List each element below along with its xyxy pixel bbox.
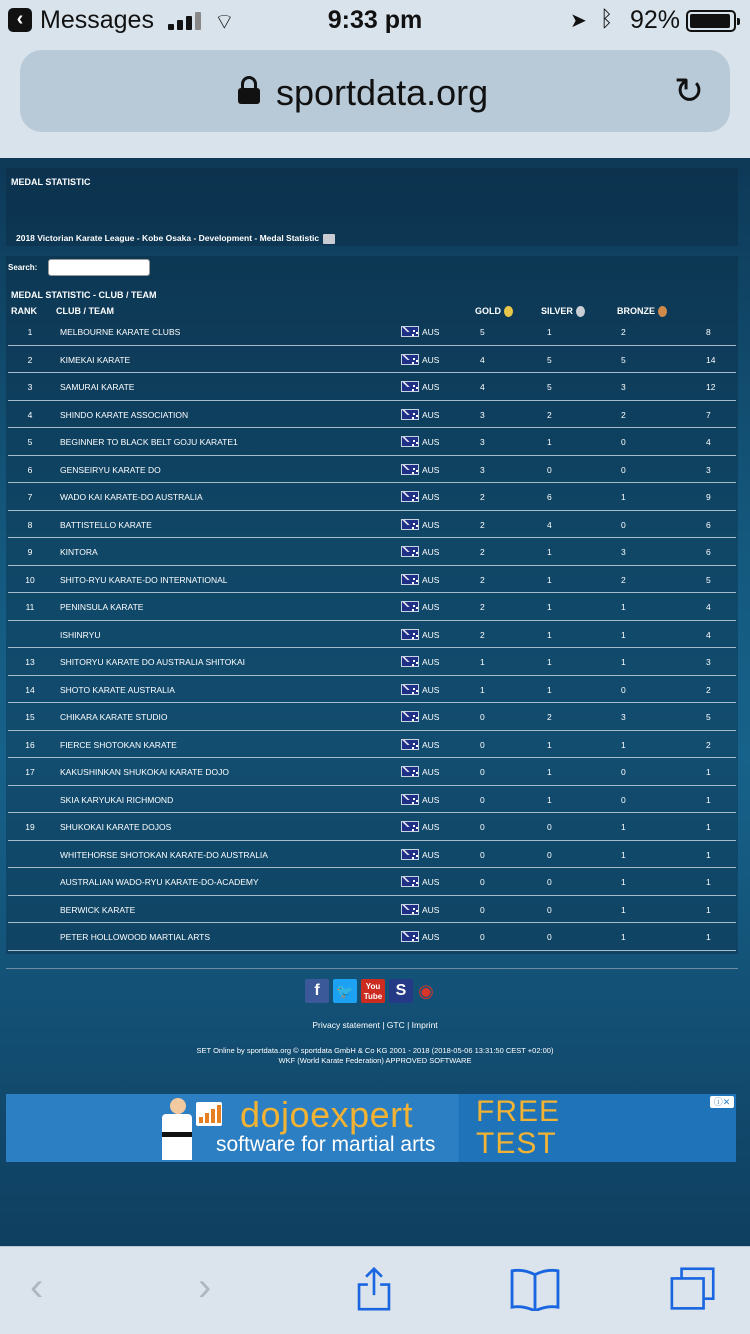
australia-flag-icon — [401, 326, 419, 337]
australia-flag-icon — [401, 519, 419, 530]
club-name: AUSTRALIAN WADO-RYU KARATE-DO-ACADEMY — [60, 877, 259, 887]
country-code: AUS — [422, 822, 440, 832]
gold-count: 2 — [480, 629, 485, 640]
status-bar — [0, 0, 750, 42]
gold-count: 2 — [480, 574, 485, 585]
rank-cell: 3 — [27, 382, 33, 392]
col-header-bronze-label: BRONZE — [617, 306, 655, 316]
youtube-icon[interactable]: You Tube — [361, 979, 385, 1003]
country-code: AUS — [422, 437, 440, 447]
table-row — [8, 456, 736, 484]
club-name: BERWICK KARATE — [60, 904, 136, 915]
bookmarks-icon[interactable] — [508, 1267, 562, 1311]
club-name: SHOTO KARATE AUSTRALIA — [60, 684, 175, 695]
club-name: SHINDO KARATE ASSOCIATION — [60, 409, 189, 420]
gold-count: 3 — [480, 437, 485, 447]
club-name: KAKUSHINKAN SHUKOKAI KARATE DOJO — [60, 767, 229, 777]
approved-text: WKF (World Karate Federation) APPROVED SOFTWARE — [278, 1056, 472, 1065]
silver-count: 2 — [547, 409, 552, 420]
col-header-rank: RANK — [11, 306, 37, 316]
gold-count: 3 — [480, 409, 485, 420]
australia-flag-icon — [401, 766, 419, 777]
australia-flag-icon — [401, 354, 419, 365]
bronze-count: 1 — [621, 849, 626, 860]
gold-count: 2 — [480, 602, 485, 612]
country-code: AUS — [422, 767, 440, 777]
col-header-club: CLUB / TEAM — [56, 306, 114, 316]
bronze-count: 1 — [621, 932, 626, 942]
table-row — [8, 841, 736, 869]
total-count: 1 — [706, 767, 711, 777]
country-code: AUS — [422, 657, 440, 667]
page-title: MEDAL STATISTIC — [11, 177, 91, 187]
medal-table — [8, 318, 736, 951]
country-code: AUS — [422, 574, 440, 585]
country-code: AUS — [422, 877, 440, 887]
twitter-icon[interactable]: 🐦 — [333, 979, 357, 1003]
total-count: 4 — [706, 602, 711, 612]
silver-count: 1 — [547, 657, 552, 667]
gold-count: 2 — [480, 492, 485, 502]
bronze-count: 1 — [621, 629, 626, 640]
url-text[interactable]: sportdata.org — [276, 72, 489, 113]
country-code: AUS — [422, 354, 440, 365]
silver-count: 6 — [547, 492, 552, 502]
table-row — [8, 703, 736, 731]
lock-icon — [238, 76, 260, 106]
total-count: 2 — [706, 684, 711, 695]
australia-flag-icon — [401, 876, 419, 887]
gold-count: 2 — [480, 547, 485, 557]
silver-count: 0 — [547, 464, 552, 475]
gold-count: 2 — [480, 519, 485, 530]
table-row — [8, 621, 736, 649]
page-content — [0, 158, 750, 1246]
rank-cell: 10 — [25, 574, 35, 585]
table-row — [8, 428, 736, 456]
australia-flag-icon — [401, 629, 419, 640]
footer-divider — [6, 968, 738, 969]
silver-count: 5 — [547, 354, 552, 365]
club-name: CHIKARA KARATE STUDIO — [60, 712, 168, 722]
col-header-silver — [541, 306, 585, 317]
status-time: 9:33 pm — [327, 6, 423, 34]
club-name: KIMEKAI KARATE — [60, 354, 131, 365]
club-name: BEGINNER TO BLACK BELT GOJU KARATE1 — [60, 437, 238, 447]
ad-free: FREE — [476, 1095, 561, 1128]
gold-count: 0 — [480, 849, 485, 860]
table-row — [8, 346, 736, 374]
table-row — [8, 758, 736, 786]
silver-count: 0 — [547, 849, 552, 860]
gold-count: 4 — [480, 354, 485, 365]
australia-flag-icon — [401, 436, 419, 447]
australia-flag-icon — [401, 711, 419, 722]
share-icon[interactable] — [354, 1267, 394, 1311]
total-count: 6 — [706, 519, 711, 530]
col-header-gold-label: GOLD — [475, 306, 501, 316]
silver-count: 1 — [547, 602, 552, 612]
rank-cell: 9 — [27, 547, 33, 557]
karateka-figure — [156, 1098, 200, 1160]
total-count: 2 — [706, 739, 711, 750]
rank-cell: 14 — [25, 684, 35, 695]
bronze-count: 1 — [621, 877, 626, 887]
ad-choices-icon[interactable]: ⓘ✕ — [710, 1096, 734, 1108]
search-label: Search: — [8, 263, 38, 272]
total-count: 1 — [706, 849, 711, 860]
table-row — [8, 566, 736, 594]
bronze-count: 0 — [621, 437, 626, 447]
bronze-count: 2 — [621, 409, 626, 420]
club-name: PETER HOLLOWOOD MARTIAL ARTS — [60, 932, 211, 942]
total-count: 7 — [706, 409, 711, 420]
total-count: 6 — [706, 547, 711, 557]
table-row — [8, 511, 736, 539]
rank-cell: 15 — [25, 712, 35, 722]
silver-count: 1 — [547, 794, 552, 805]
rank-cell: 11 — [25, 602, 35, 612]
silver-medal-icon — [576, 306, 585, 317]
table-row — [8, 923, 736, 951]
club-name: FIERCE SHOTOKAN KARATE — [60, 739, 177, 750]
total-count: 3 — [706, 464, 711, 475]
silver-count: 4 — [547, 519, 552, 530]
country-code: AUS — [422, 712, 440, 722]
location-icon: ➤ — [570, 10, 587, 32]
back-to-app-icon[interactable]: ‹ — [8, 8, 32, 32]
country-code: AUS — [422, 519, 440, 530]
rank-cell: 17 — [25, 767, 35, 777]
country-code: AUS — [422, 409, 440, 420]
total-count: 3 — [706, 657, 711, 667]
silver-count: 1 — [547, 547, 552, 557]
rank-cell: 6 — [27, 464, 33, 475]
gold-count: 0 — [480, 739, 485, 750]
bronze-count: 0 — [621, 519, 626, 530]
country-code: AUS — [422, 602, 440, 612]
rank-cell: 16 — [25, 739, 35, 750]
gold-count: 0 — [480, 932, 485, 942]
club-name: SAMURAI KARATE — [60, 382, 135, 392]
total-count: 1 — [706, 822, 711, 832]
reload-icon[interactable]: ↻ — [674, 70, 705, 111]
country-code: AUS — [422, 629, 440, 640]
event-subtitle-text: 2018 Victorian Karate League - Kobe Osaka - Development - Medal Statistic — [16, 233, 320, 243]
club-name: SHITORYU KARATE DO AUSTRALIA SHITOKAI — [60, 657, 246, 667]
table-row — [8, 483, 736, 511]
col-header-bronze — [617, 306, 667, 317]
ad-test: TEST — [476, 1127, 557, 1160]
silver-count: 0 — [547, 904, 552, 915]
bronze-count: 1 — [621, 904, 626, 915]
col-header-gold — [475, 306, 513, 317]
total-count: 5 — [706, 712, 711, 722]
sportdata-icon[interactable]: S — [389, 979, 413, 1003]
country-code: AUS — [422, 739, 440, 750]
club-name: BATTISTELLO KARATE — [60, 519, 152, 530]
club-name: GENSEIRYU KARATE DO — [60, 464, 161, 475]
total-count: 1 — [706, 904, 711, 915]
bronze-count: 1 — [621, 602, 626, 612]
footer-links[interactable]: Privacy statement | GTC | Imprint — [312, 1020, 438, 1030]
australia-flag-icon — [401, 546, 419, 557]
header-panel — [6, 168, 738, 246]
ad-free-test — [476, 1096, 560, 1160]
rank-cell: 7 — [27, 492, 33, 502]
total-count: 14 — [706, 354, 716, 365]
table-row — [8, 868, 736, 896]
rss-icon[interactable]: ◉ — [418, 981, 434, 1001]
gold-count: 0 — [480, 822, 485, 832]
table-row — [8, 786, 736, 814]
table-row — [8, 896, 736, 924]
chart-icon — [196, 1102, 222, 1126]
ad-tagline: software for martial arts — [216, 1133, 436, 1156]
footer-copyright — [0, 1046, 750, 1066]
silver-count: 1 — [547, 629, 552, 640]
country-code: AUS — [422, 684, 440, 695]
gold-count: 5 — [480, 327, 485, 337]
facebook-icon[interactable]: f — [305, 979, 329, 1003]
gold-medal-icon — [504, 306, 513, 317]
country-code: AUS — [422, 492, 440, 502]
australia-flag-icon — [401, 794, 419, 805]
total-count: 9 — [706, 492, 711, 502]
club-name: SHUKOKAI KARATE DOJOS — [60, 822, 172, 832]
table-row — [8, 401, 736, 429]
bronze-count: 0 — [621, 767, 626, 777]
australia-flag-icon — [401, 849, 419, 860]
silver-count: 1 — [547, 574, 552, 585]
gold-count: 0 — [480, 877, 485, 887]
col-header-silver-label: SILVER — [541, 306, 573, 316]
bronze-count: 2 — [621, 327, 626, 337]
australia-flag-icon — [401, 464, 419, 475]
rank-cell: 4 — [27, 409, 33, 420]
tabs-icon[interactable] — [666, 1267, 720, 1311]
rank-cell: 5 — [27, 437, 33, 447]
forward-icon[interactable]: › — [198, 1265, 212, 1309]
silver-count: 1 — [547, 327, 552, 337]
address-bar[interactable] — [20, 50, 730, 132]
australia-flag-icon — [401, 931, 419, 942]
battery-icon — [686, 10, 736, 32]
bronze-medal-icon — [658, 306, 667, 317]
australia-flag-icon — [401, 491, 419, 502]
table-row — [8, 813, 736, 841]
table-row — [8, 538, 736, 566]
bronze-count: 0 — [621, 464, 626, 475]
total-count: 1 — [706, 932, 711, 942]
total-count: 4 — [706, 437, 711, 447]
back-icon[interactable]: ‹ — [30, 1265, 44, 1309]
bronze-count: 5 — [621, 354, 626, 365]
table-row — [8, 593, 736, 621]
bronze-count: 1 — [621, 822, 626, 832]
total-count: 8 — [706, 327, 711, 337]
print-icon[interactable] — [323, 234, 335, 244]
bronze-count: 3 — [621, 382, 626, 392]
total-count: 4 — [706, 629, 711, 640]
australia-flag-icon — [401, 656, 419, 667]
country-code: AUS — [422, 382, 440, 392]
silver-count: 1 — [547, 767, 552, 777]
back-to-app-label[interactable]: Messages — [40, 6, 154, 34]
silver-count: 1 — [547, 684, 552, 695]
table-row — [8, 731, 736, 759]
silver-count: 1 — [547, 739, 552, 750]
ad-banner[interactable] — [6, 1094, 736, 1162]
rank-cell: 1 — [27, 327, 33, 337]
browser-chrome — [0, 0, 750, 158]
table-row — [8, 676, 736, 704]
bronze-count: 3 — [621, 712, 626, 722]
rank-cell: 8 — [27, 519, 33, 530]
gold-count: 0 — [480, 794, 485, 805]
club-name: MELBOURNE KARATE CLUBS — [60, 327, 181, 337]
safari-toolbar — [0, 1246, 750, 1334]
club-name: SKIA KARYUKAI RICHMOND — [60, 794, 174, 805]
bronze-count: 1 — [621, 657, 626, 667]
country-code: AUS — [422, 327, 440, 337]
silver-count: 0 — [547, 822, 552, 832]
silver-count: 1 — [547, 437, 552, 447]
bronze-count: 3 — [621, 547, 626, 557]
rank-cell: 2 — [27, 354, 33, 365]
country-code: AUS — [422, 849, 440, 860]
silver-count: 2 — [547, 712, 552, 722]
silver-count: 0 — [547, 932, 552, 942]
search-input[interactable] — [48, 259, 150, 276]
australia-flag-icon — [401, 904, 419, 915]
gold-count: 1 — [480, 657, 485, 667]
table-row — [8, 318, 736, 346]
event-subtitle — [16, 233, 335, 244]
gold-count: 4 — [480, 382, 485, 392]
silver-count: 0 — [547, 877, 552, 887]
country-code: AUS — [422, 904, 440, 915]
australia-flag-icon — [401, 601, 419, 612]
bronze-count: 1 — [621, 739, 626, 750]
table-row — [8, 373, 736, 401]
country-code: AUS — [422, 464, 440, 475]
country-code: AUS — [422, 547, 440, 557]
table-row — [8, 648, 736, 676]
total-count: 1 — [706, 794, 711, 805]
total-count: 5 — [706, 574, 711, 585]
gold-count: 1 — [480, 684, 485, 695]
rank-cell: 19 — [25, 822, 35, 832]
australia-flag-icon — [401, 409, 419, 420]
silver-count: 5 — [547, 382, 552, 392]
australia-flag-icon — [401, 574, 419, 585]
bronze-count: 1 — [621, 492, 626, 502]
table-title: MEDAL STATISTIC - CLUB / TEAM — [11, 290, 157, 300]
australia-flag-icon — [401, 821, 419, 832]
wifi-icon: ⌔ — [214, 9, 235, 34]
gold-count: 0 — [480, 767, 485, 777]
ad-brand: dojoexpert — [240, 1094, 414, 1135]
rank-cell: 13 — [25, 657, 35, 667]
australia-flag-icon — [401, 381, 419, 392]
gold-count: 0 — [480, 712, 485, 722]
country-code: AUS — [422, 932, 440, 942]
bronze-count: 0 — [621, 684, 626, 695]
bronze-count: 2 — [621, 574, 626, 585]
club-name: SHITO-RYU KARATE-DO INTERNATIONAL — [60, 574, 228, 585]
gold-count: 3 — [480, 464, 485, 475]
total-count: 12 — [706, 382, 716, 392]
australia-flag-icon — [401, 684, 419, 695]
gold-count: 0 — [480, 904, 485, 915]
club-name: WHITEHORSE SHOTOKAN KARATE-DO AUSTRALIA — [60, 849, 268, 860]
bronze-count: 0 — [621, 794, 626, 805]
copyright-text: SET Online by sportdata.org © sportdata GmbH & Co KG 2001 - 2018 (2018-05-06 13:31:50 CEST +02:00) — [196, 1046, 554, 1055]
total-count: 1 — [706, 877, 711, 887]
club-name: ISHINRYU — [60, 629, 101, 640]
club-name: KINTORA — [60, 547, 98, 557]
club-name: PENINSULA KARATE — [60, 602, 144, 612]
australia-flag-icon — [401, 739, 419, 750]
club-name: WADO KAI KARATE-DO AUSTRALIA — [60, 492, 203, 502]
bluetooth-icon: ᛒ — [600, 6, 614, 31]
country-code: AUS — [422, 794, 440, 805]
battery-percent: 92% — [630, 6, 681, 34]
